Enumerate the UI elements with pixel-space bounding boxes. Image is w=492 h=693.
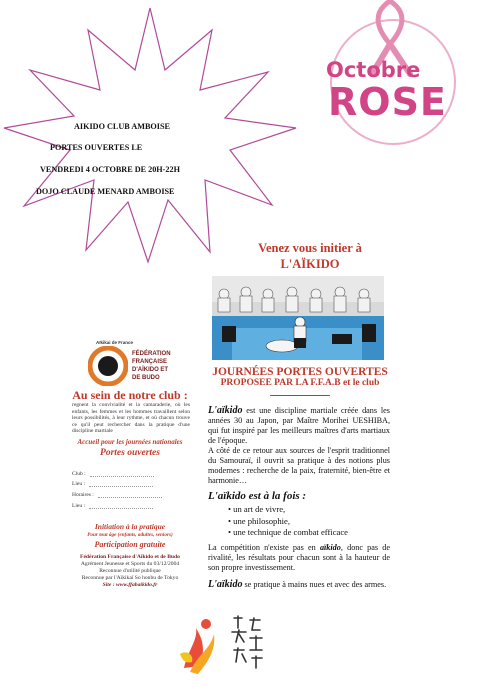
portes-ouvertes-heading: Portes ouvertes: [100, 448, 160, 458]
initiation-subtitle: Pour tout âge (enfants, adultes, seniors): [87, 532, 173, 538]
rose-word: ROSE: [328, 80, 447, 124]
venez-line1: Venez vous initier à: [258, 241, 362, 255]
paragraph-competition-c: , donc pas de rivalité, les résultats pour chacun sont à la hauteur de son propre investissement.: [208, 543, 391, 572]
journees-line1: JOURNÉES PORTES OUVERTES: [212, 366, 388, 378]
ffab-logo-line1: FÉDÉRATION: [132, 351, 171, 357]
bullet-technique: • une technique de combat efficace: [228, 527, 348, 537]
bullet-art-de-vivre: • un art de vivre,: [228, 504, 286, 514]
aikido-calligraphy-illustration: [176, 610, 272, 680]
paragraph-competition-b: aïkido: [319, 543, 341, 552]
field-lieu-2-label: Lieu :: [72, 503, 85, 509]
paragraph-armes-lead: L'aïkido: [208, 579, 243, 590]
venez-line2: L'AÏKIDO: [280, 257, 340, 271]
burst-line-date: VENDREDI 4 OCTOBRE DE 20H-22H: [40, 165, 180, 174]
separator-line: [270, 395, 330, 396]
ffab-site: Site : www.ffabaikido.fr: [102, 582, 158, 588]
paragraph-competition-a: La compétition n'existe pas en: [208, 543, 320, 552]
ffab-logo-line2: FRANÇAISE: [132, 359, 168, 365]
field-lieu: [72, 481, 153, 487]
venez-heading: [210, 240, 410, 272]
field-club-label: Club :: [72, 471, 86, 477]
accueil-heading: Accueil pour les journées nationales: [77, 438, 183, 446]
aikido-bullet-list: [228, 504, 348, 539]
ffab-reconnue-publique: Reconnue d'utilité publique: [99, 568, 161, 574]
ffab-emblem-icon: [88, 346, 128, 386]
burst-line-club: AIKIDO CLUB AMBOISE: [74, 122, 170, 131]
octobre-rose-logo: [318, 0, 468, 150]
field-lieu-2: [72, 503, 153, 509]
ffab-logo: [88, 340, 188, 388]
burst-line-dojo: DOJO CLAUDE MENARD AMBOISE: [36, 187, 175, 196]
bullet-philosophie: • une philosophie,: [228, 515, 290, 526]
field-horaires: [72, 492, 162, 498]
paragraph-competition: [208, 543, 390, 573]
paragraph-intro-rest: est une discipline martiale créée dans les années 30 au Japon, par Maître Morihei UESHIBA, qui fut inspiré par les meilleurs maîtres d'arts martiaux de l'époque.: [208, 406, 390, 445]
ffab-logo-line4: DE BUDO: [132, 375, 160, 381]
initiation-heading: Initiation à la pratique: [94, 522, 166, 531]
participation-heading: Participation gratuite: [94, 540, 166, 549]
ffab-name: Fédération Française d'Aïkido et de Budo: [80, 554, 180, 560]
field-horaires-label: Horaires :: [72, 492, 94, 498]
paragraph-samurai: A côté de ce retour aux sources de l'esprit traditionnel du Samouraï, il ouvrit sa pratique à des notions plus modernes : recherche de la paix, fraternité, bien-être et harmonie…: [208, 446, 390, 485]
journees-line2: PROPOSEE PAR LA F.F.A.B et le club: [220, 378, 380, 388]
paragraph-armes-rest: se pratique à mains nues et avec des armes.: [242, 580, 387, 589]
octobre-word: Octobre: [326, 58, 421, 82]
paragraph-armes: [208, 580, 390, 590]
sein-club-description: regnent la convivialité et la camaraderie, où les enfants, les femmes et les hommes travaillent selon leurs possibilités, à leur rythme, et où chacun trouve ce qu'il peut rechercher dans la pratique d'une discipline martiale: [72, 402, 190, 435]
burst-line-portes: PORTES OUVERTES LE: [50, 143, 143, 152]
ffab-logo-line3: D'AÏKIDO ET: [132, 367, 169, 373]
ffab-logo-top: Aïkikai de France: [96, 340, 134, 345]
paragraph-intro: [208, 406, 390, 446]
ffab-reconnue-tokyo: Reconnue par l'Aïkikaï So honbu de Tokyo: [81, 575, 179, 581]
sein-club-title: Au sein de notre club :: [72, 388, 188, 402]
ffab-agrement: Agrément Jeunesse et Sports du 03/12/2004: [80, 561, 180, 567]
aikido-group-photo: [212, 276, 384, 360]
journees-heading: [200, 366, 400, 388]
paragraph-intro-lead: L'aïkido: [208, 405, 243, 416]
starburst-shape: [0, 0, 300, 270]
aikido-fois-heading: L'aïkido est à la fois :: [208, 490, 307, 502]
field-lieu-label: Lieu :: [72, 481, 85, 487]
field-club: [72, 471, 154, 477]
